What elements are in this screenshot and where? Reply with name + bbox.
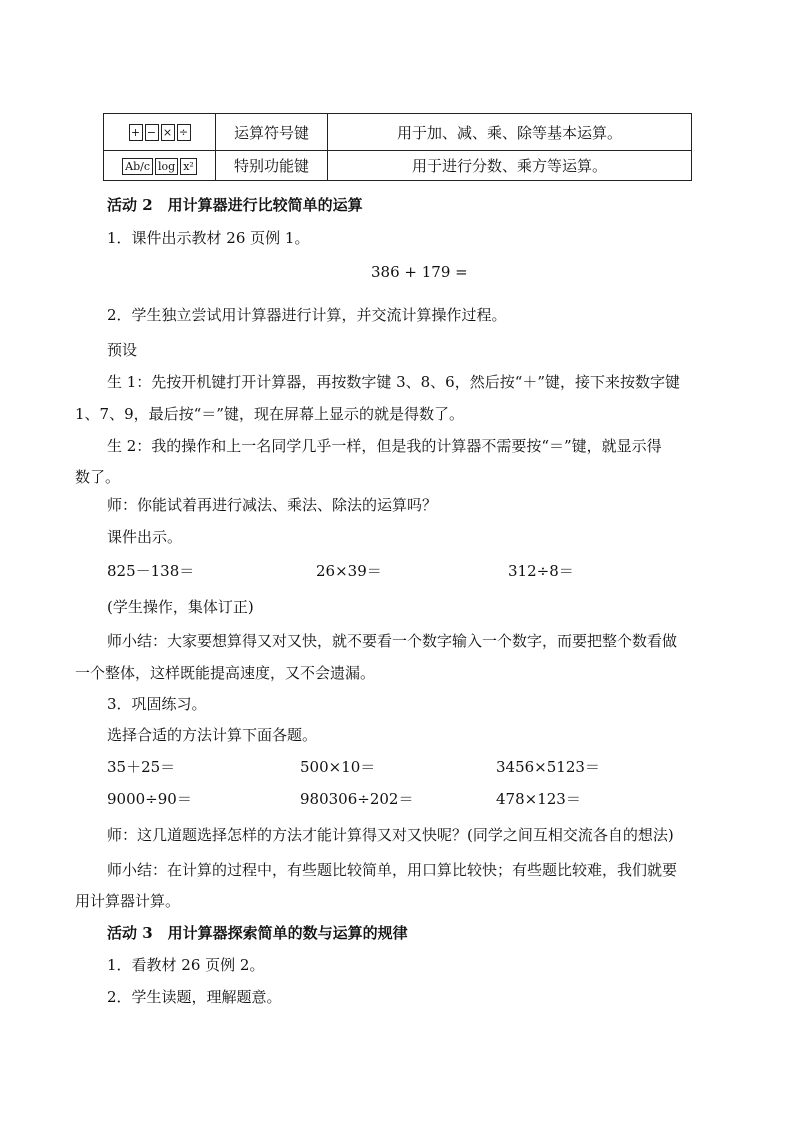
activity2-item1: 1．课件出示教材 26 页例 1。 [107,229,310,247]
activity3-item2: 2．学生读题，理解题意。 [107,988,282,1006]
activity3-item1: 1．看教材 26 页例 2。 [107,956,265,974]
exercise-2: 500×10＝ [300,758,376,776]
minus-key-icon: − [145,124,159,141]
exercise-5: 980306÷202＝ [300,790,414,808]
calculator-keys-table [103,113,692,181]
show-label: 课件出示。 [107,528,183,546]
plus-key-icon: + [129,124,143,141]
equation-386-179: 386 + 179 = [371,263,468,281]
student1-line2: 1、7、9，最后按“＝”键，现在屏幕上显示的就是得数了。 [75,405,464,423]
fraction-key-icon: Ab/c [122,158,153,175]
log-key-icon: log [155,158,178,175]
key-name-cell: 特别功能键 [216,151,328,181]
op-subtract: 825－138＝ [107,562,195,580]
op-multiply: 26×39＝ [316,562,382,580]
teacher-question: 师：你能试着再进行减法、乘法、除法的运算吗？ [107,496,438,514]
activity2-heading: 活动 2 用计算器进行比较简单的运算 [107,196,363,214]
teacher-question2: 师：这几道题选择怎样的方法才能计算得又对又快呢？(同学之间互相交流各自的想法) [107,826,674,844]
student2-line2: 数了。 [75,468,121,486]
operator-keys-cell [104,114,216,151]
operate-note: (学生操作，集体订正) [107,598,254,616]
exercise-1: 35＋25＝ [107,758,176,776]
divide-key-icon: ÷ [177,124,191,141]
key-name-cell: 运算符号键 [216,114,328,151]
choose-instruction: 选择合适的方法计算下面各题。 [107,726,318,744]
op-divide: 312÷8＝ [508,562,574,580]
table-row [104,114,692,151]
power-key-icon: x² [180,158,197,175]
exercise-4: 9000÷90＝ [107,790,192,808]
summary2-line2: 用计算器计算。 [75,892,181,910]
key-desc-cell: 用于加、减、乘、除等基本运算。 [328,114,692,151]
exercise-3: 3456×5123＝ [496,758,600,776]
special-keys-cell [104,151,216,181]
student1-line1: 生 1：先按开机键打开计算器，再按数字键 3、8、6，然后按“＋”键，接下来按数字键 [107,373,681,391]
summary-line1: 师小结：大家要想算得又对又快，就不要看一个数字输入一个数字，而要把整个数看做 [107,632,678,650]
exercise-6: 478×123＝ [496,790,581,808]
table-row [104,151,692,181]
preset-label: 预设 [107,341,138,359]
activity2-item3: 3．巩固练习。 [107,695,207,713]
summary2-line1: 师小结：在计算的过程中，有些题比较简单，用口算比较快；有些题比较难，我们就要 [107,861,678,879]
summary-line2: 一个整体，这样既能提高速度，又不会遗漏。 [75,664,376,682]
activity2-item2: 2．学生独立尝试用计算器进行计算，并交流计算操作过程。 [107,306,507,324]
multiply-key-icon: × [161,124,175,141]
student2-line1: 生 2：我的操作和上一名同学几乎一样，但是我的计算器不需要按“＝”键，就显示得 [107,437,662,455]
activity3-heading: 活动 3 用计算器探索简单的数与运算的规律 [107,924,408,942]
key-desc-cell: 用于进行分数、乘方等运算。 [328,151,692,181]
